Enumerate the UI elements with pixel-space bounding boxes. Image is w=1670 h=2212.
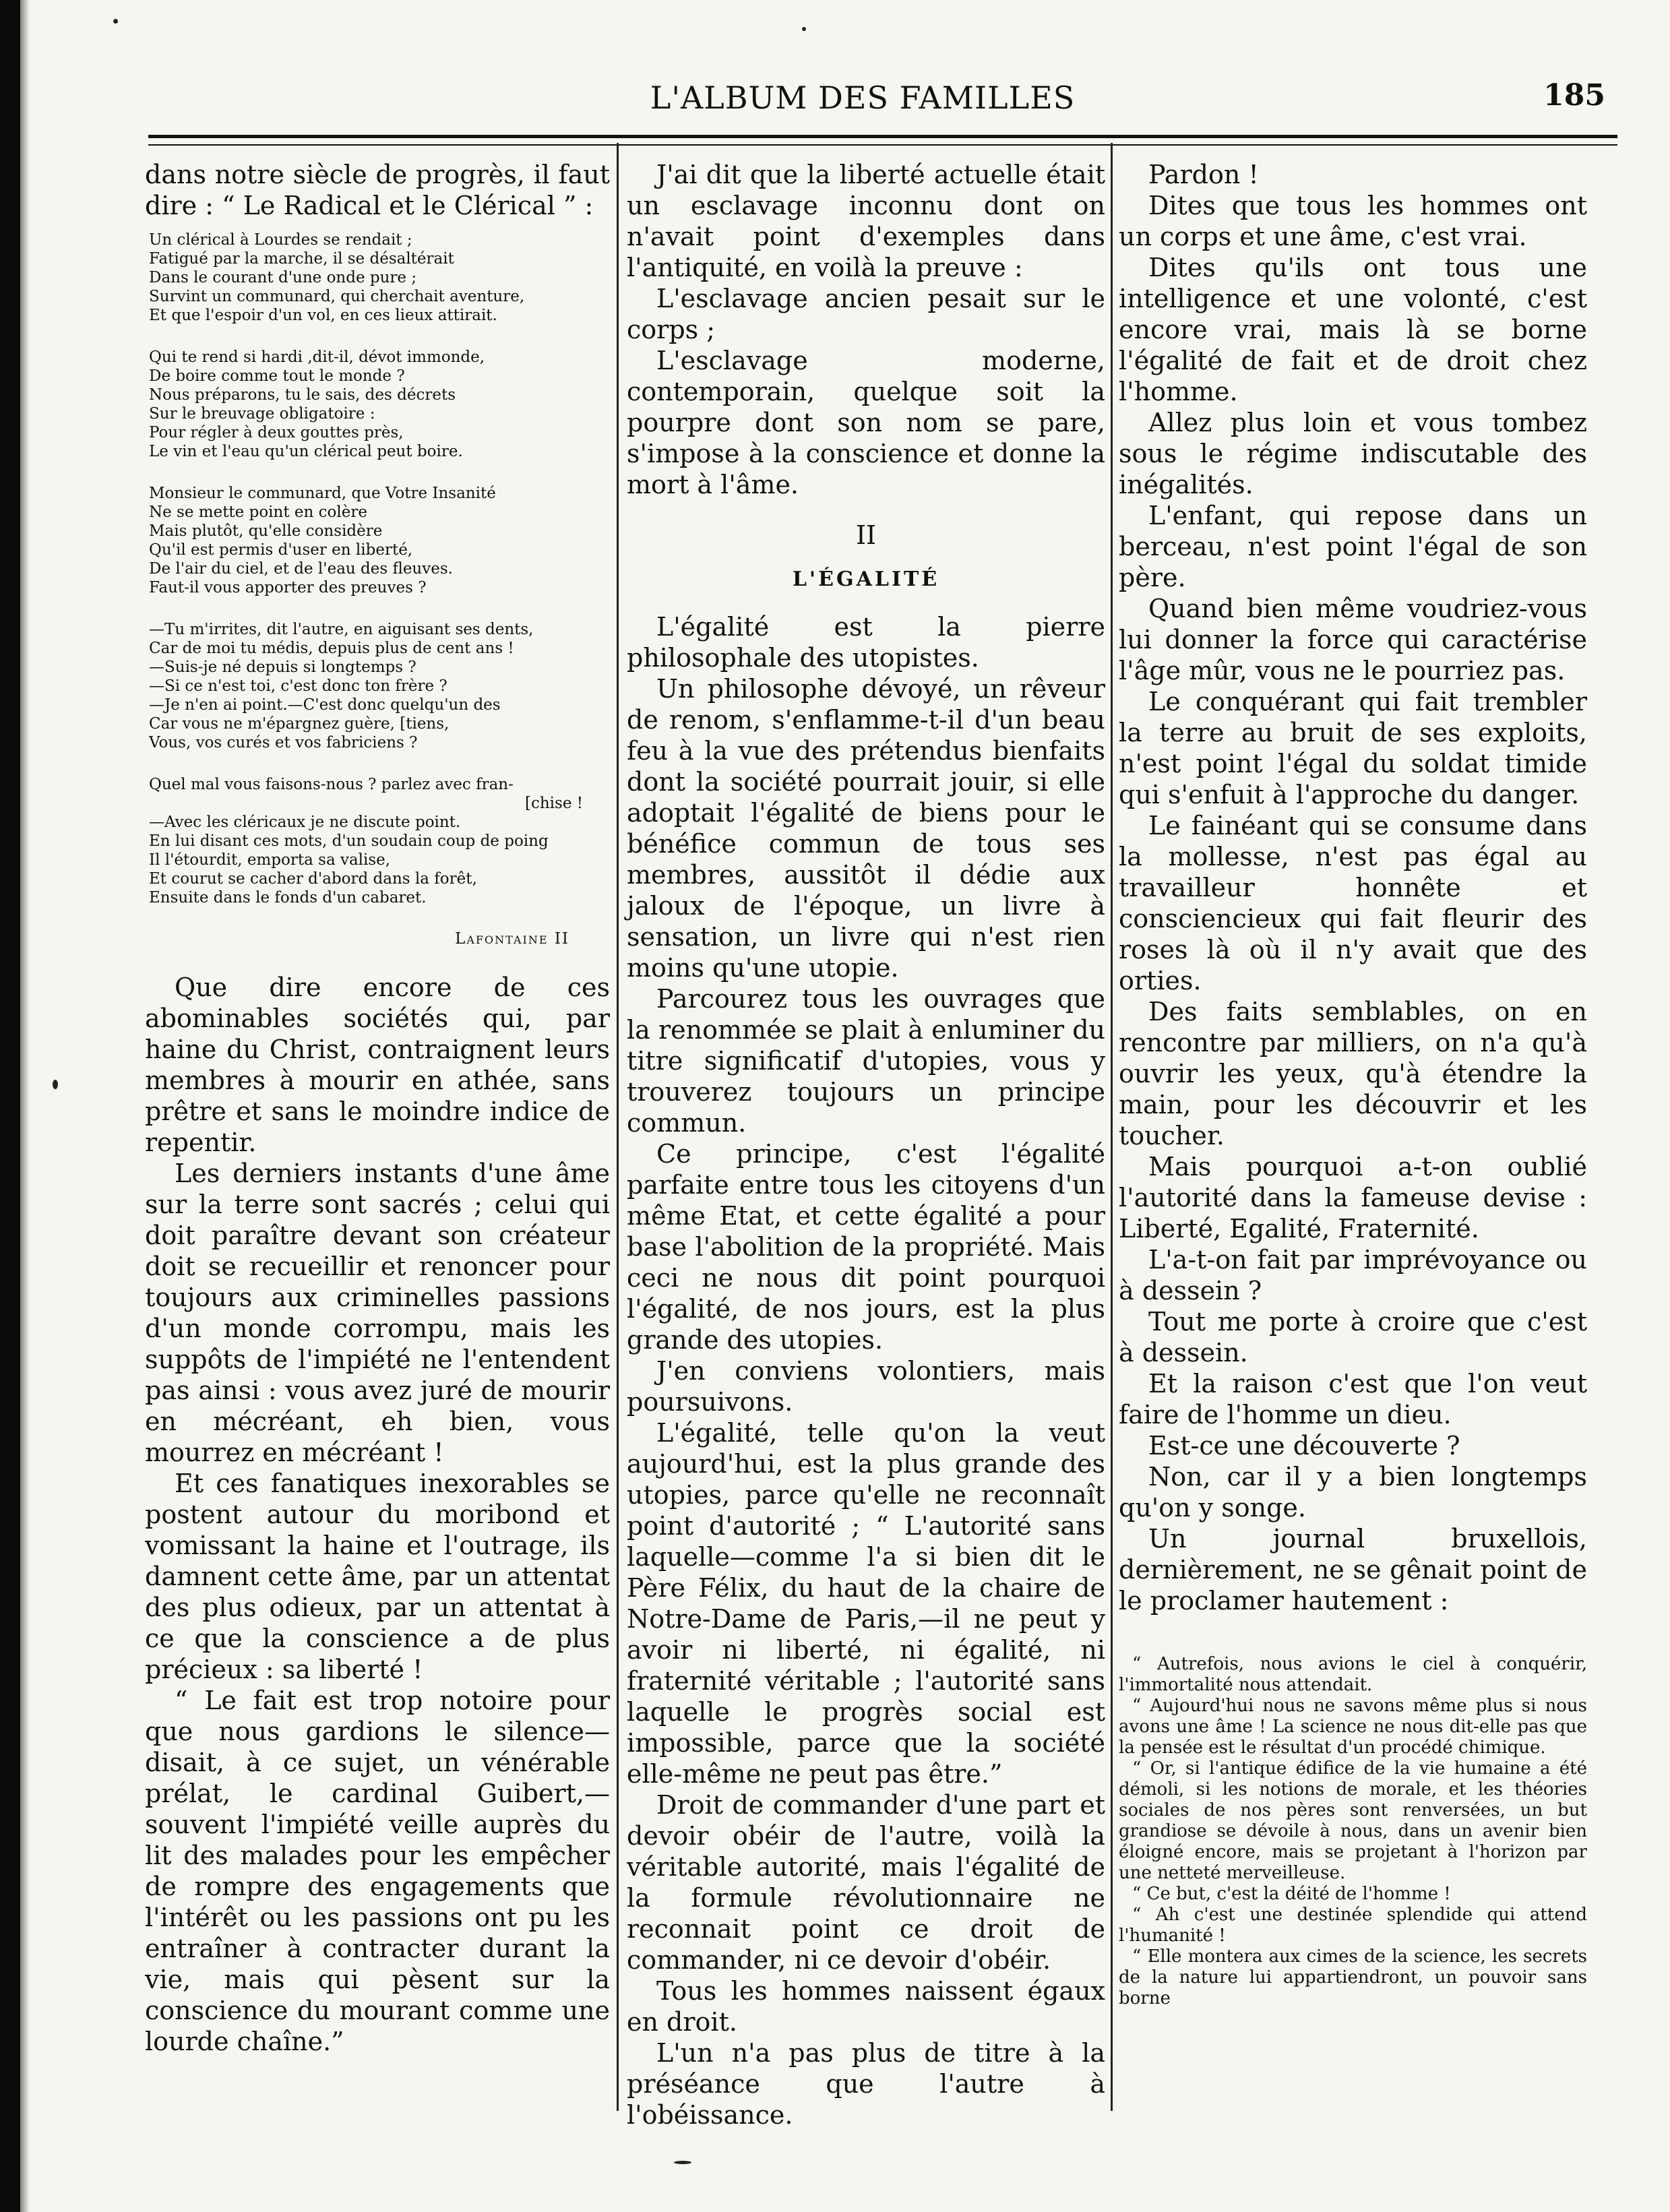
verse-line: Sur le breuvage obligatoire : — [149, 405, 375, 423]
verse-line: —Si ce n'est toi, c'est donc ton frère ? — [149, 677, 447, 695]
quote-paragraph: “ Elle montera aux cimes de la science, les secrets de la nature lui appartiendront, un pouvoir sans borne — [1119, 1946, 1587, 2008]
verse-line: Car de moi tu médis, depuis plus de cent ans ! — [149, 640, 514, 657]
body-paragraph: Ce principe, c'est l'égalité parfaite entre tous les citoyens d'un même Etat, et cette égalité a pour base l'abolition de la propriété. Mais ceci ne nous dit point pourquoi l'égalité, de nos jours, est la plus grande des utopies. — [627, 1139, 1105, 1355]
verse-line: —Suis-je né depuis si longtemps ? — [149, 658, 416, 676]
ink-speck — [53, 1080, 58, 1089]
body-paragraph: J'en conviens volontiers, mais poursuivons. — [627, 1356, 1105, 1417]
column-2 — [627, 159, 1105, 2130]
verse-line: —Je n'en ai point.—C'est donc quelqu'un des — [149, 696, 501, 714]
verse-signature: Lafontaine II — [455, 930, 569, 948]
verse-line: —Tu m'irrites, dit l'autre, en aiguisant ses dents, — [149, 621, 534, 638]
ink-speck — [802, 27, 806, 31]
verse-line: —Avec les cléricaux je ne discute point. — [149, 813, 461, 831]
column-3 — [1119, 159, 1587, 2114]
stanza — [149, 620, 610, 752]
body-paragraph: Un journal bruxellois, dernièrement, ne se gênait point de le proclamer hautement : — [1119, 1524, 1587, 1616]
stanza — [149, 775, 610, 907]
intro-paragraph: dans notre siècle de progrès, il faut dire : “ Le Radical et le Clérical ” : — [145, 160, 610, 220]
stanza — [149, 231, 610, 325]
body-paragraph: Et ces fanatiques inexorables se postent autour du moribond et vomissant la haine et l'outrage, ils damnent cette âme, par un attentat des plus odieux, par un attentat à ce que la conscience a de plus précieux : sa liberté ! — [145, 1469, 610, 1684]
body-paragraph: Non, car il y a bien longtemps qu'on y songe. — [1119, 1462, 1587, 1523]
body-paragraph: Parcourez tous les ouvrages que la renommée se plait à enluminer du titre significatif d'utopies, vous y trouverez toujours un principe commun. — [627, 984, 1105, 1138]
verse-line: Et courut se cacher d'abord dans la forêt, — [149, 870, 477, 888]
verse-line: Dans le courant d'une onde pure ; — [149, 269, 417, 286]
body-paragraph: Et la raison c'est que l'on veut faire de l'homme un dieu. — [1119, 1369, 1587, 1430]
body-paragraph: Droit de commander d'une part et devoir obéir de l'autre, voilà la véritable autorité, mais l'égalité de la formule révolutionnaire ne reconnait point ce droit de commander, ni ce devoir d'obéir. — [627, 1790, 1105, 1975]
column-divider — [617, 143, 619, 2111]
verse-line: Fatigué par la marche, il se désaltérait — [149, 250, 454, 268]
body-paragraph: L'égalité est la pierre philosophale des utopistes. — [627, 612, 1105, 673]
verse-line: Et que l'espoir d'un vol, en ces lieux attirait. — [149, 307, 497, 324]
body-paragraph: J'ai dit que la liberté actuelle était un esclavage inconnu dont on n'avait point d'exemples dans l'antiquité, en voilà la preuve : — [627, 160, 1105, 282]
newspaper-quote — [1119, 1654, 1587, 2009]
header-rule-thin — [148, 144, 1617, 146]
verse-line: Survint un communard, qui cherchait aventure, — [149, 288, 525, 305]
body-paragraph: L'esclavage ancien pesait sur le corps ; — [627, 284, 1105, 344]
verse-line: Quel mal vous faisons-nous ? parlez avec fran- — [149, 776, 514, 793]
fable-verse — [149, 231, 610, 907]
column-divider — [1111, 143, 1113, 2111]
verse-line: Car vous ne m'épargnez guère, [tiens, — [149, 715, 450, 733]
body-paragraph: Pardon ! — [1148, 160, 1259, 189]
body-paragraph: Un philosophe dévoyé, un rêveur de renom, s'enflamme-t-il d'un beau feu à la vue des prétendus bienfaits dont la société pourrait jouir, si elle adoptait l'égalité de biens pour le bénéfice commun de tous ses membres, aussitôt il dédie aux jaloux de l'époque, un livre à sensation, un livre qui n'est rien moins qu'une utopie. — [627, 674, 1105, 983]
body-paragraph: Les derniers instants d'une âme sur la terre sont sacrés ; celui qui doit paraître devant son créateur doit se recueillir et renoncer pour toujours aux criminelles passions d'un monde corrompu, mais les suppôts de l'impiété ne l'entendent pas ainsi : vous avez juré de mourir en mécréant, eh bien, vous mourrez en mécréant ! — [145, 1159, 610, 1467]
body-paragraph: Quand bien même voudriez-vous lui donner la force qui caractérise l'âge mûr, vous ne le pourriez pas. — [1119, 594, 1587, 685]
body-paragraph: Le conquérant qui fait trembler la terre au bruit de ses exploits, n'est point l'égal du soldat timide qui s'enfuit à l'approche du danger. — [1119, 687, 1587, 809]
body-paragraph: Allez plus loin et vous tombez sous le régime indiscutable des inégalités. — [1119, 408, 1587, 499]
quote-paragraph: “ Autrefois, nous avions le ciel à conquérir, l'immortalité nous attendait. — [1119, 1654, 1587, 1695]
verse-line: Mais plutôt, qu'elle considère — [149, 522, 383, 540]
stanza — [149, 348, 610, 461]
verse-line: Ne se mette point en colère — [149, 503, 367, 521]
verse-line: En lui disant ces mots, d'un soudain coup de poing — [149, 832, 549, 850]
verse-line: Qu'il est permis d'user en liberté, — [149, 541, 413, 559]
running-head: L'ALBUM DES FAMILLES — [650, 80, 1076, 116]
verse-line: Faut-il vous apporter des preuves ? — [149, 579, 427, 596]
verse-line: Vous, vos curés et vos fabriciens ? — [149, 734, 418, 751]
section-title: L'ÉGALITÉ — [792, 567, 940, 591]
quote-paragraph: “ Ce but, c'est la déité de l'homme ! — [1132, 1884, 1451, 1904]
body-paragraph: Dites qu'ils ont tous une intelligence et une volonté, c'est encore vrai, mais là se borne l'égalité de fait et de droit chez l'homme. — [1119, 253, 1587, 406]
page-number: 185 — [1543, 78, 1605, 113]
body-paragraph: “ Le fait est trop notoire pour que nous gardions le silence—disait, à ce sujet, un vénérable prélat, le cardinal Guibert,—souvent l'impiété veille auprès du lit des malades pour les empêcher de rompre des engagements que l'intérêt ou les passions ont pu les entraîner à contracter durant la vie, mais qui pèsent sur la conscience du mourant comme une lourde chaîne.” — [145, 1686, 610, 2056]
body-paragraph: Le fainéant qui se consume dans la mollesse, n'est pas égal au travailleur honnête et consciencieux qui fait fleurir des roses là où il n'y avait que des orties. — [1119, 811, 1587, 995]
verse-line-runover: [chise ! — [525, 795, 583, 812]
verse-line: Un clérical à Lourdes se rendait ; — [149, 231, 412, 249]
body-paragraph: L'esclavage moderne, contemporain, quelque soit la pourpre dont son nom se pare, s'impose à la conscience et donne la mort à l'âme. — [627, 346, 1105, 499]
body-paragraph: Tout me porte à croire que c'est à dessein. — [1119, 1307, 1587, 1368]
quote-paragraph: “ Or, si l'antique édifice de la vie humaine a été démoli, si les notions de morale, et les théories sociales de nos pères sont renversées, un but grandiose se dévoile à nous, dans un avenir bien éloigné encore, mais se projetant à l'horizon par une netteté merveilleuse. — [1119, 1758, 1587, 1883]
body-paragraph: Dites que tous les hommes ont un corps et une âme, c'est vrai. — [1119, 191, 1587, 251]
page-binding-edge — [0, 0, 20, 2212]
body-paragraph: L'un n'a pas plus de titre à la préséance que l'autre à l'obéissance. — [627, 2038, 1105, 2130]
section-number: II — [855, 520, 877, 550]
stanza — [149, 484, 610, 597]
column-1 — [145, 159, 610, 2114]
body-paragraph: Est-ce une découverte ? — [1148, 1431, 1460, 1461]
body-paragraph: L'enfant, qui repose dans un berceau, n'est point l'égal de son père. — [1119, 501, 1587, 592]
body-paragraph: Mais pourquoi a-t-on oublié l'autorité dans la fameuse devise : Liberté, Egalité, Fraternité. — [1119, 1152, 1587, 1243]
verse-line: Ensuite dans le fonds d'un cabaret. — [149, 889, 427, 907]
verse-line: Il l'étourdit, emporta sa valise, — [149, 851, 391, 869]
body-paragraph: Des faits semblables, on en rencontre par milliers, on n'a qu'à ouvrir les yeux, qu'à étendre la main, pour les découvrir et les toucher. — [1119, 997, 1587, 1150]
header-rule — [148, 135, 1617, 138]
verse-line: De l'air du ciel, et de l'eau des fleuves. — [149, 560, 453, 578]
body-paragraph: Tous les hommes naissent égaux en droit. — [627, 1976, 1105, 2037]
ink-speck — [674, 2161, 691, 2164]
verse-line: Qui te rend si hardi ,dit-il, dévot immonde, — [149, 348, 485, 366]
verse-line: Pour régler à deux gouttes près, — [149, 424, 404, 441]
body-paragraph: L'a-t-on fait par imprévoyance ou à dessein ? — [1119, 1245, 1587, 1305]
ink-speck — [113, 19, 118, 24]
quote-paragraph: “ Aujourd'hui nous ne savons même plus si nous avons une âme ! La science ne nous dit-elle pas que la pensée est le résultat d'un procédé chimique. — [1119, 1696, 1587, 1758]
verse-line: De boire comme tout le monde ? — [149, 367, 405, 385]
verse-line: Le vin et l'eau qu'un clérical peut boire. — [149, 443, 463, 460]
body-paragraph: L'égalité, telle qu'on la veut aujourd'hui, est la plus grande des utopies, parce qu'elle ne reconnaît point d'autorité ; “ L'autorité sans laquelle—comme l'a si bien dit le Père Félix, du haut de la chaire de Notre-Dame de Paris,—il ne peut y avoir ni liberté, ni égalité, ni fraternité véritable ; l'autorité sans laquelle le progrès social est impossible, parce que la société elle-même ne peut pas être.” — [627, 1418, 1105, 1789]
verse-line: Nous préparons, tu le sais, des décrets — [149, 386, 456, 404]
body-paragraph: Que dire encore de ces abominables sociétés qui, par haine du Christ, contraignent leurs membres à mourir en athée, sans prêtre et sans le moindre indice de repentir. — [145, 973, 610, 1157]
verse-line: Monsieur le communard, que Votre Insanité — [149, 485, 496, 502]
quote-paragraph: “ Ah c'est une destinée splendide qui attend l'humanité ! — [1119, 1905, 1587, 1946]
